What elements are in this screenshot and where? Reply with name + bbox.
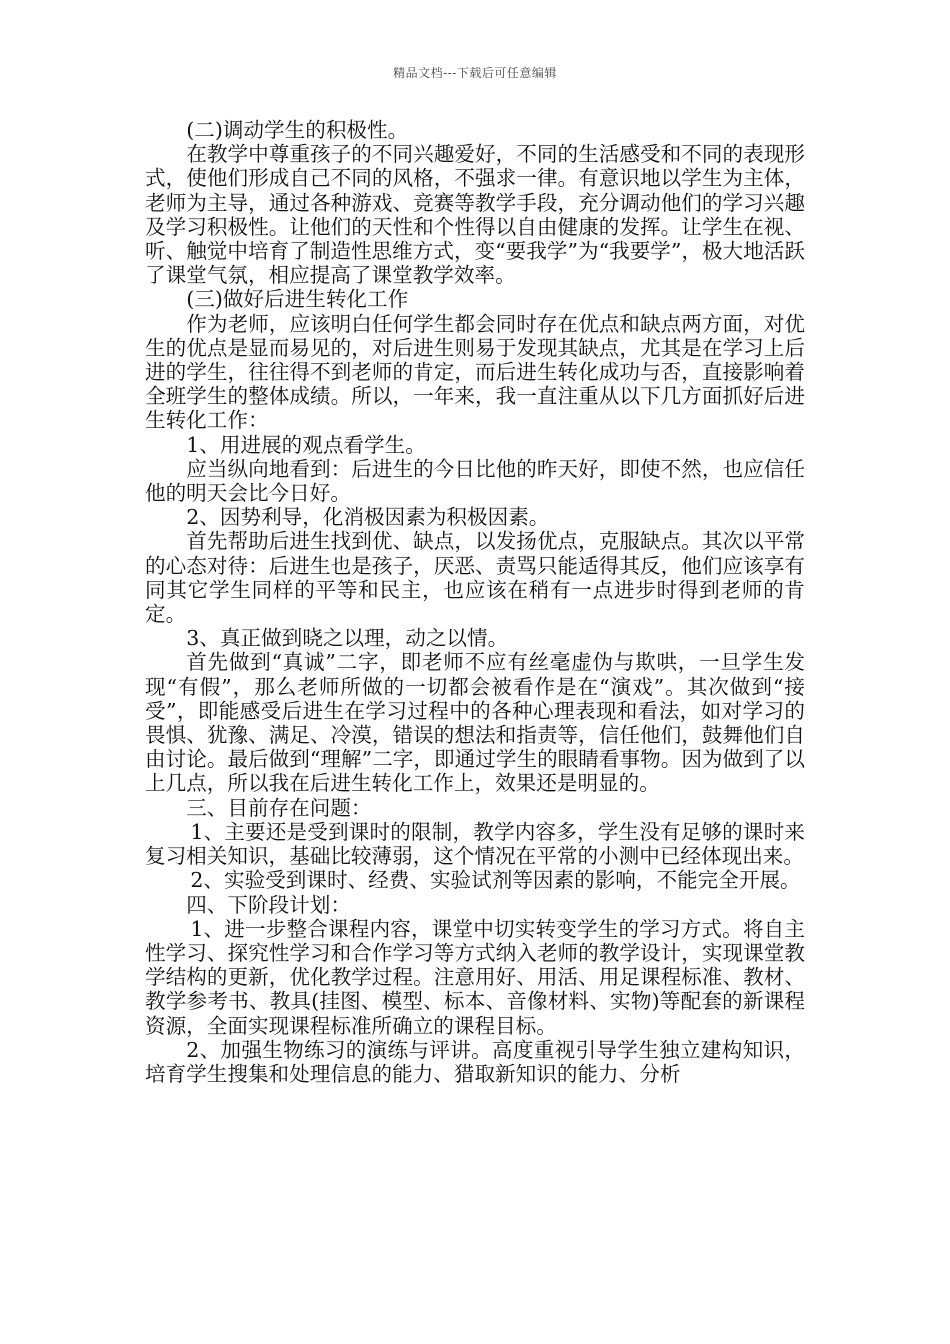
list-item: 2、实验受到课时、经费、实验试剂等因素的影响，不能完全开展。 [190,868,801,893]
list-item-heading: 1、用进展的观点看学生。 [186,432,426,457]
paragraph: 作为老师，应该明白任何学生都会同时存在优点和缺点两方面，对优生的优点是显而易见的，对后进生则易于发现其缺点，尤其是在学习上后进的学生，往往得不到老师的肯定，而后进生转化成功与否，直接影响着全班学生的整体成绩。所以，一年来，我一直注重从以下几方面抓好后进生转化工作： [145,311,805,433]
section-heading-3: (三)做好后进生转化工作 [186,287,409,312]
list-item: 2、加强生物练习的演练与评讲。高度重视引导学生独立建构知识，培育学生搜集和处理信息的能力、猎取新知识的能力、分析 [145,1037,805,1086]
list-item-heading: 2、因势利导，化消极因素为积极因素。 [186,505,550,530]
section-heading-plan: 四、下阶段计划： [186,892,351,917]
paragraph: 首先帮助后进生找到优、缺点，以发扬优点，克服缺点。其次以平常的心态对待：后进生也是孩子，厌恶、责骂只能适得其反，他们应该享有同其它学生同样的平等和民主，也应该在稍有一点进步时得到老师的肯定。 [145,529,805,627]
list-item-heading: 3、真正做到晓之以理，动之以情。 [186,626,509,651]
list-item: 1、进一步整合课程内容，课堂中切实转变学生的学习方式。将自主性学习、探究性学习和合作学习等方式纳入老师的教学设计，实现课堂教学结构的更新，优化教学过程。注意用好、用活、用足课程标准、教材、教学参考书、教具(挂图、模型、标本、音像材料、实物)等配套的新课程资源，全面实现课程标准所确立的课程目标。 [145,916,805,1038]
paragraph: 在教学中尊重孩子的不同兴趣爱好，不同的生活感受和不同的表现形式，使他们形成自己不同的风格，不强求一律。有意识地以学生为主体，老师为主导，通过各种游戏、竞赛等教学手段，充分调动他们的学习兴趣及学习积极性。让他们的天性和个性得以自由健康的发挥。让学生在视、听、触觉中培育了制造性思维方式，变“要我学”为“我要学”，极大地活跃了课堂气氛，相应提高了课堂教学效率。 [145,142,805,288]
page-header: 精品文档---下载后可任意编辑 [393,66,557,80]
list-item: 1、主要还是受到课时的限制，教学内容多，学生没有足够的课时来复习相关知识，基础比较薄弱，这个情况在平常的小测中已经体现出来。 [145,819,805,869]
document-body [145,118,805,1086]
paragraph: 首先做到“真诚”二字，即老师不应有丝毫虚伪与欺哄，一旦学生发现“有假”，那么老师所做的一切都会被看作是在“演戏”。其次做到“接受”，即能感受后进生在学习过程中的各种心理表现和看法，如对学习的畏惧、犹豫、满足、冷漠，错误的想法和指责等，信任他们，鼓舞他们自由讨论。最后做到“理解”二字，即通过学生的眼睛看事物。因为做到了以上几点，所以我在后进生转化工作上，效果还是明显的。 [145,650,805,796]
section-heading-2: (二)调动学生的积极性。 [186,118,409,142]
paragraph: 应当纵向地看到：后进生的今日比他的昨天好，即使不然，也应信任他的明天会比今日好。 [145,456,805,506]
section-heading-issues: 三、目前存在问题： [186,795,372,820]
